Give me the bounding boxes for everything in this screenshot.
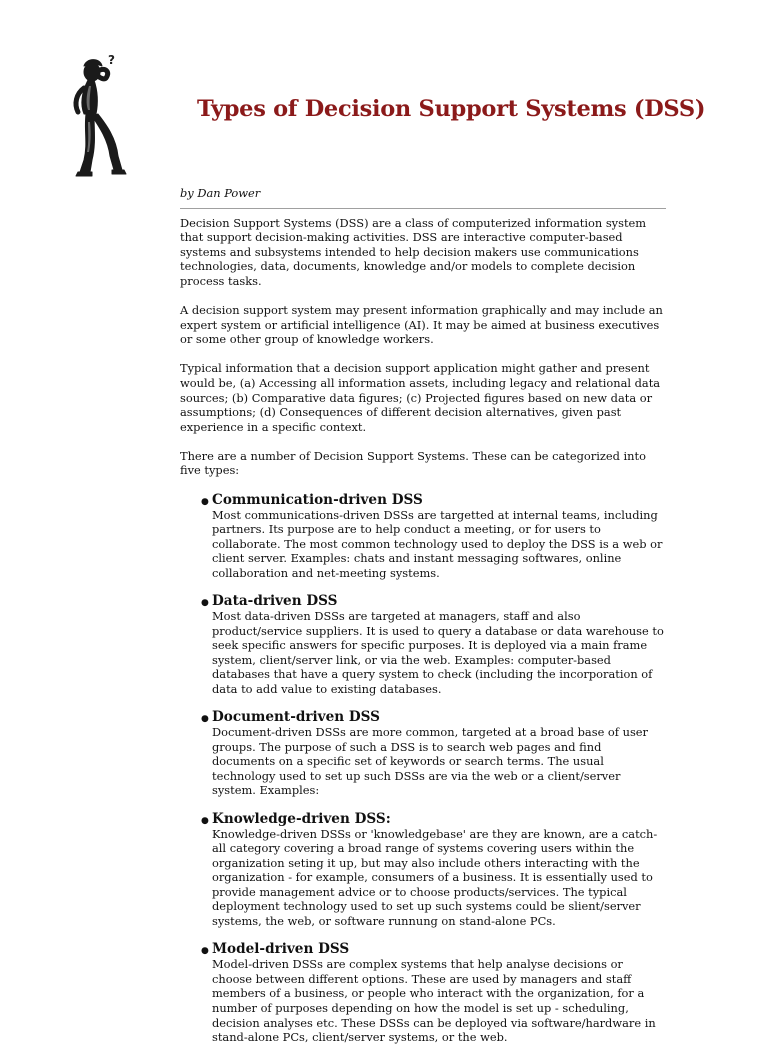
bullet-icon: ● [201,496,209,507]
intro-paragraph-3: Typical information that a decision support application might gather and present would be, (a) Accessing all information assets, including legacy and relational data sources; (b) Comparative data figures; (c) Projected figures based on new data or assumptions; (d) Consequences of different decision alternatives, given past experience in a specific context. [180,361,661,434]
type-description: Model-driven DSSs are complex systems that help analyse decisions or choose between different options. These are used by managers and staff members of a business, or people who interact with the organization, for a number of purposes depending on how the model is set up - scheduling, decision analyses etc. These DSSs can be deployed via software/hardware in stand-alone PCs, client/server systems, or the web. [212,957,656,1045]
type-description: Document-driven DSSs are more common, targeted at a broad base of user groups. The purpose of such a DSS is to search web pages and find documents on a specific set of keywords or search terms. The usual technology used to set up such DSSs are via the web or a client/server system. Examples: [212,725,648,798]
type-description: Most data-driven DSSs are targeted at managers, staff and also product/service suppliers. It is used to query a database or data warehouse to seek specific answers for specific purposes. It is deployed via a main frame system, client/server link, or via the web. Examples: computer-based databases that have a query system to check (including the incorporation of data to add value to existing databases. [212,608,664,696]
list-item-communication-driven [201,491,666,581]
list-item-data-driven [201,592,666,697]
dss-types-list [180,493,666,1045]
type-description: Most communications-driven DSSs are targetted at internal teams, including partners. Its purpose are to help conduct a meeting, or for users to collaborate. The most common technology used to deploy the DSS is a web or client server. Examples: chats and instant messaging softwares, online collaboration and net-meeting systems. [212,507,663,580]
article-body [180,186,666,1058]
author-byline: by Dan Power [180,186,261,200]
thinking-figure-clipart [70,52,132,178]
type-heading: Knowledge-driven DSS: [212,810,391,827]
bullet-icon: ● [201,714,209,725]
question-mark: ? [108,53,115,67]
intro-paragraph-2: A decision support system may present information graphically and may include an expert system or artificial intelligence (AI). It may be aimed at business executives or some other group of knowledge workers. [180,303,663,347]
list-item-model-driven [201,941,666,1045]
list-item-document-driven [201,709,666,798]
intro-paragraph-4: There are a number of Decision Support Systems. These can be categorized into five types: [180,448,646,478]
divider [180,208,666,209]
list-item-knowledge-driven [201,810,666,929]
type-description: Knowledge-driven DSSs or 'knowledgebase' are they are known, are a catch-all category covering a broad range of systems covering users within the organization seting it up, but may also include others interacting with the organization - for example, consumers of a business. It is essentially used to provide management advice or to choose products/services. The typical deployment technology used to set up such systems could be slient/server systems, the web, or software runnung on stand-alone PCs. [212,826,658,929]
type-heading: Data-driven DSS [212,592,338,609]
page-title: Types of Decision Support Systems (DSS) [197,96,706,122]
type-heading: Model-driven DSS [212,941,350,958]
bullet-icon: ● [201,946,209,957]
type-heading: Document-driven DSS [212,709,380,726]
bullet-icon: ● [201,597,209,608]
intro-paragraph-1: Decision Support Systems (DSS) are a class of computerized information system that support decision-making activities. DSS are interactive computer-based systems and subsystems intended to help decision makers use communications technologies, data, documents, knowledge and/or models to complete decision process tasks. [180,215,647,288]
type-heading: Communication-driven DSS [212,491,423,508]
bullet-icon: ● [201,815,209,826]
